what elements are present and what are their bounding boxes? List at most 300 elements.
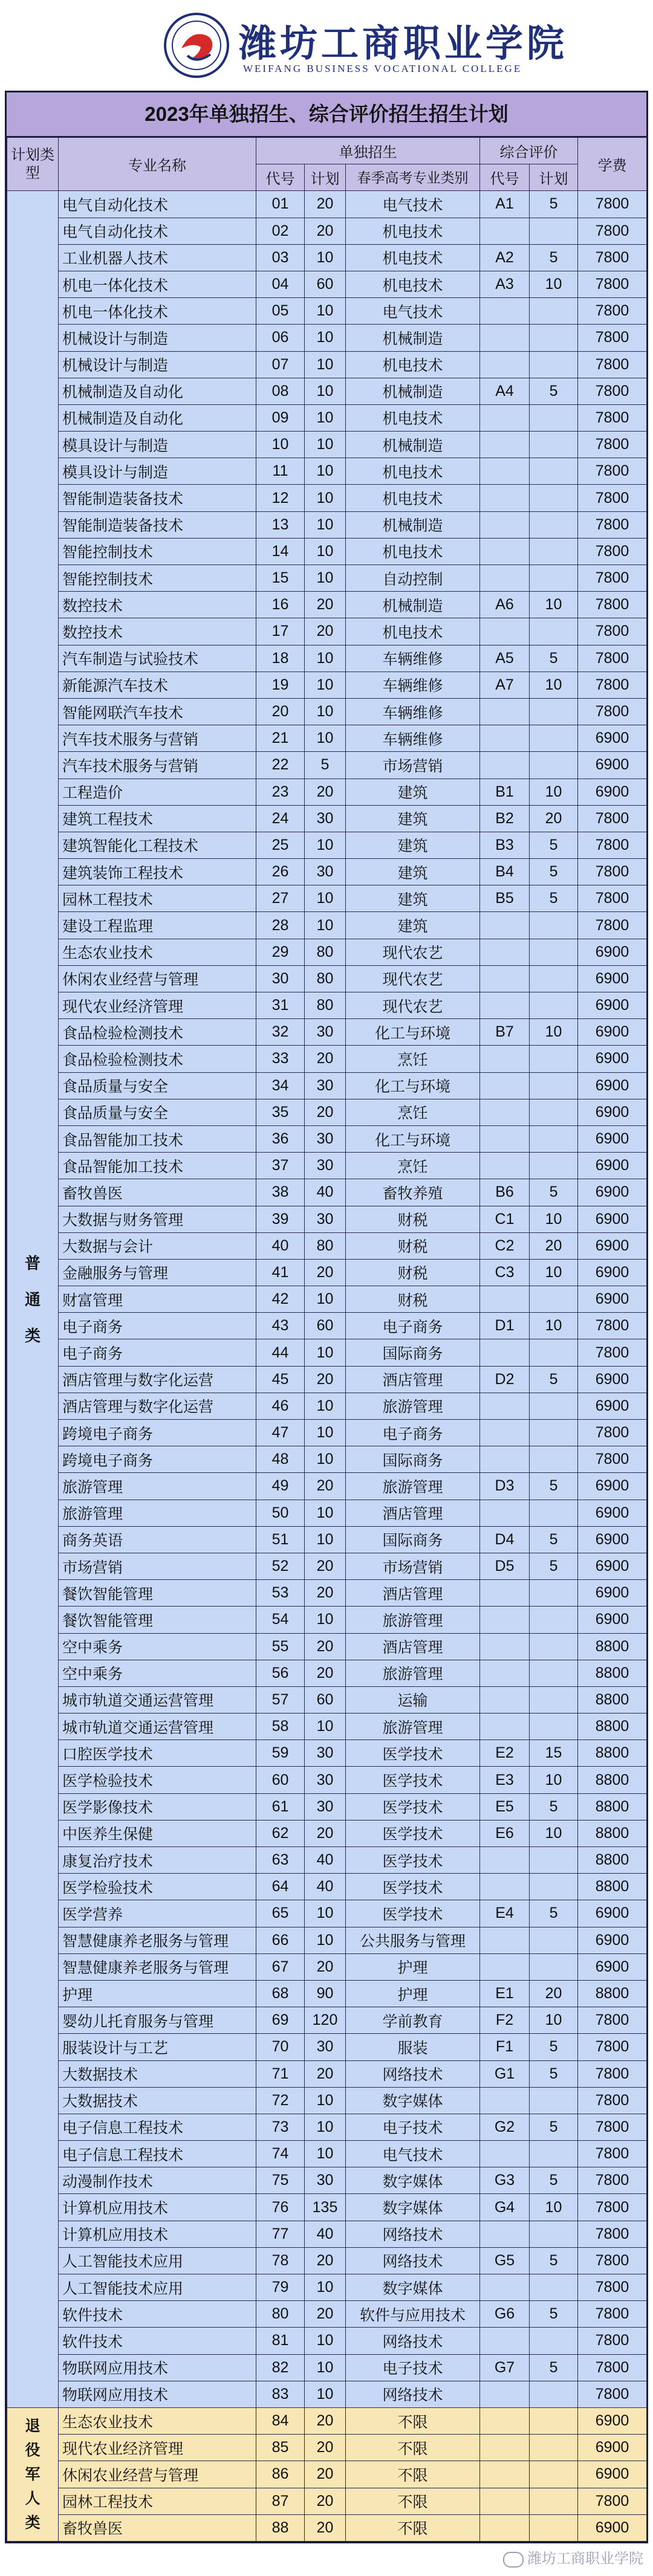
table-row	[7, 511, 647, 538]
comp-plan-cell	[530, 1927, 578, 1953]
code-cell: 28	[256, 912, 305, 939]
comp-plan-cell: 5	[530, 1473, 578, 1500]
table-row	[7, 1232, 647, 1259]
tuition-cell: 6900	[578, 1179, 647, 1206]
tuition-cell: 7800	[578, 378, 647, 404]
major-name-cell: 人工智能技术应用	[59, 2247, 256, 2274]
table-row	[7, 912, 647, 939]
plan-cell: 20	[305, 2461, 346, 2488]
comp-plan-cell: 5	[530, 244, 578, 271]
table-row	[7, 325, 647, 351]
plan-cell: 10	[305, 912, 346, 939]
spring-category-cell: 车辆维修	[346, 698, 480, 725]
plan-cell: 10	[305, 458, 346, 485]
plan-cell: 20	[305, 1820, 346, 1846]
comp-code-cell: D3	[480, 1473, 530, 1500]
code-cell: 24	[256, 805, 305, 832]
comp-plan-cell	[530, 458, 578, 485]
code-cell: 17	[256, 618, 305, 645]
major-name-cell: 机电一体化技术	[59, 298, 256, 325]
col-comprehensive: 综合评价	[480, 138, 578, 164]
school-name-en: WEIFANG BUSINESS VOCATIONAL COLLEGE	[243, 63, 522, 74]
spring-category-cell: 机电技术	[346, 271, 480, 297]
spring-category-cell: 化工与环境	[346, 1125, 480, 1152]
table-row	[7, 1953, 647, 1980]
comp-plan-cell	[530, 752, 578, 778]
code-cell: 61	[256, 1793, 305, 1820]
tuition-cell: 6900	[578, 1206, 647, 1232]
comp-code-cell	[480, 1660, 530, 1686]
table-row	[7, 645, 647, 672]
major-name-cell: 电气自动化技术	[59, 218, 256, 244]
code-cell: 83	[256, 2381, 305, 2407]
tuition-cell: 8800	[578, 1767, 647, 1793]
spring-category-cell: 机械制造	[346, 511, 480, 538]
major-name-cell: 护理	[59, 1980, 256, 2007]
table-row	[7, 2007, 647, 2034]
table-row	[7, 2087, 647, 2114]
plan-cell: 20	[305, 1953, 346, 1980]
tuition-cell: 6900	[578, 1125, 647, 1152]
tuition-cell: 7800	[578, 271, 647, 297]
comp-code-cell	[480, 1686, 530, 1713]
comp-plan-cell	[530, 1099, 578, 1125]
comp-code-cell: D1	[480, 1313, 530, 1339]
major-name-cell: 软件技术	[59, 2328, 256, 2354]
major-name-cell: 大数据与财务管理	[59, 1206, 256, 1232]
code-cell: 72	[256, 2087, 305, 2114]
plan-cell: 10	[305, 1927, 346, 1953]
code-cell: 67	[256, 1953, 305, 1980]
table-row	[7, 378, 647, 404]
comp-plan-cell: 20	[530, 805, 578, 832]
comp-code-cell	[480, 939, 530, 965]
comp-code-cell	[480, 992, 530, 1019]
comp-plan-cell	[530, 2328, 578, 2354]
code-cell: 55	[256, 1633, 305, 1660]
tuition-cell: 7800	[578, 2060, 647, 2087]
table-row	[7, 1046, 647, 1072]
comp-code-cell	[480, 965, 530, 992]
code-cell: 62	[256, 1820, 305, 1846]
tuition-cell: 7800	[578, 592, 647, 618]
table-row	[7, 1714, 647, 1740]
comp-plan-cell	[530, 1153, 578, 1179]
comp-code-cell: G4	[480, 2194, 530, 2221]
comp-code-cell	[480, 511, 530, 538]
major-name-cell: 机械设计与制造	[59, 325, 256, 351]
major-name-cell: 园林工程技术	[59, 2488, 256, 2514]
plan-cell: 10	[305, 2354, 346, 2381]
major-name-cell: 建筑工程技术	[59, 805, 256, 832]
col-comp-plan: 计划	[530, 164, 578, 191]
tuition-cell: 7800	[578, 885, 647, 912]
tuition-cell: 7800	[578, 432, 647, 458]
comp-code-cell: G3	[480, 2167, 530, 2194]
comp-plan-cell	[530, 1953, 578, 1980]
major-name-cell: 畜牧兽医	[59, 1179, 256, 1206]
comp-code-cell: G2	[480, 2114, 530, 2140]
code-cell: 22	[256, 752, 305, 778]
major-name-cell: 休闲农业经营与管理	[59, 965, 256, 992]
comp-code-cell	[480, 725, 530, 752]
major-name-cell: 生态农业技术	[59, 939, 256, 965]
code-cell: 69	[256, 2007, 305, 2034]
comp-code-cell	[480, 2381, 530, 2407]
code-cell: 01	[256, 191, 305, 218]
comp-code-cell: G7	[480, 2354, 530, 2381]
comp-plan-cell	[530, 1125, 578, 1152]
plan-cell: 10	[305, 1900, 346, 1927]
plan-cell: 20	[305, 778, 346, 805]
table-row	[7, 2488, 647, 2514]
plan-cell: 20	[305, 618, 346, 645]
plan-cell: 20	[305, 2435, 346, 2461]
code-cell: 63	[256, 1847, 305, 1874]
plan-cell: 20	[305, 1580, 346, 1607]
comp-plan-cell: 5	[530, 645, 578, 672]
table-row	[7, 2461, 647, 2488]
comp-code-cell	[480, 1874, 530, 1900]
major-name-cell: 金融服务与管理	[59, 1259, 256, 1286]
spring-category-cell: 化工与环境	[346, 1072, 480, 1099]
plan-cell: 10	[305, 885, 346, 912]
spring-category-cell: 烹饪	[346, 1046, 480, 1072]
major-name-cell: 智能制造装备技术	[59, 485, 256, 511]
tuition-cell: 7800	[578, 218, 647, 244]
spring-category-cell: 运输	[346, 1686, 480, 1713]
table-row	[7, 1259, 647, 1286]
code-cell: 52	[256, 1553, 305, 1579]
major-name-cell: 商务英语	[59, 1526, 256, 1553]
comp-plan-cell	[530, 1607, 578, 1633]
plan-cell: 60	[305, 271, 346, 297]
code-cell: 49	[256, 1473, 305, 1500]
code-cell: 65	[256, 1900, 305, 1927]
spring-category-cell: 国际商务	[346, 1339, 480, 1366]
plan-cell: 135	[305, 2194, 346, 2221]
major-name-cell: 园林工程技术	[59, 885, 256, 912]
table-row	[7, 1286, 647, 1313]
tuition-cell: 6900	[578, 1526, 647, 1553]
comp-plan-cell: 5	[530, 378, 578, 404]
enrollment-plan-table	[5, 91, 648, 2543]
code-cell: 27	[256, 885, 305, 912]
comp-code-cell	[480, 698, 530, 725]
plan-cell: 20	[305, 218, 346, 244]
plan-cell: 30	[305, 2167, 346, 2194]
code-cell: 50	[256, 1500, 305, 1526]
major-name-cell: 食品质量与安全	[59, 1099, 256, 1125]
major-name-cell: 医学营养	[59, 1900, 256, 1927]
comp-plan-cell: 5	[530, 2034, 578, 2060]
comp-plan-cell	[530, 404, 578, 431]
tuition-cell: 7800	[578, 618, 647, 645]
comp-code-cell: D4	[480, 1526, 530, 1553]
plan-cell: 30	[305, 859, 346, 885]
spring-category-cell: 数字媒体	[346, 2087, 480, 2114]
tuition-cell: 6900	[578, 1366, 647, 1393]
comp-plan-cell: 5	[530, 1366, 578, 1393]
plan-cell: 20	[305, 1473, 346, 1500]
code-cell: 79	[256, 2274, 305, 2301]
plan-cell: 10	[305, 672, 346, 698]
spring-category-cell: 畜牧养殖	[346, 1179, 480, 1206]
spring-category-cell: 酒店管理	[346, 1366, 480, 1393]
code-cell: 07	[256, 351, 305, 378]
major-name-cell: 机械设计与制造	[59, 351, 256, 378]
col-major: 专业名称	[59, 138, 256, 191]
plan-cell: 10	[305, 1714, 346, 1740]
comp-plan-cell: 5	[530, 2114, 578, 2140]
major-name-cell: 模具设计与制造	[59, 458, 256, 485]
school-name: 潍坊工商职业学院	[239, 21, 568, 65]
code-cell: 38	[256, 1179, 305, 1206]
comp-code-cell	[480, 912, 530, 939]
table-row	[7, 2194, 647, 2221]
major-name-cell: 智能控制技术	[59, 538, 256, 565]
tuition-cell: 7800	[578, 458, 647, 485]
spring-category-cell: 电子商务	[346, 1313, 480, 1339]
spring-category-cell: 化工与环境	[346, 1019, 480, 1046]
major-name-cell: 电子信息工程技术	[59, 2114, 256, 2140]
major-name-cell: 数控技术	[59, 618, 256, 645]
table-row	[7, 191, 647, 218]
table-row	[7, 1607, 647, 1633]
major-name-cell: 汽车技术服务与营销	[59, 752, 256, 778]
spring-category-cell: 电气技术	[346, 298, 480, 325]
spring-category-cell: 不限	[346, 2407, 480, 2434]
code-cell: 74	[256, 2141, 305, 2167]
major-name-cell: 新能源汽车技术	[59, 672, 256, 698]
code-cell: 25	[256, 832, 305, 858]
comp-code-cell	[480, 1607, 530, 1633]
comp-code-cell	[480, 1339, 530, 1366]
table-row	[7, 2274, 647, 2301]
plan-type-cell: 普通类	[7, 191, 59, 2408]
code-cell: 15	[256, 565, 305, 592]
table-row	[7, 1500, 647, 1526]
comp-plan-cell: 10	[530, 271, 578, 297]
major-name-cell: 旅游管理	[59, 1500, 256, 1526]
comp-code-cell: D5	[480, 1553, 530, 1579]
tuition-cell: 8800	[578, 1820, 647, 1846]
major-name-cell: 空中乘务	[59, 1633, 256, 1660]
spring-category-cell: 现代农艺	[346, 965, 480, 992]
comp-plan-cell: 5	[530, 1900, 578, 1927]
code-cell: 64	[256, 1874, 305, 1900]
table-row	[7, 885, 647, 912]
tuition-cell: 7800	[578, 485, 647, 511]
table-row	[7, 618, 647, 645]
plan-cell: 60	[305, 1686, 346, 1713]
tuition-cell: 8800	[578, 1740, 647, 1767]
plan-cell: 10	[305, 2141, 346, 2167]
code-cell: 46	[256, 1393, 305, 1419]
table-row	[7, 2381, 647, 2407]
plan-cell: 10	[305, 725, 346, 752]
comp-code-cell: C2	[480, 1232, 530, 1259]
code-cell: 19	[256, 672, 305, 698]
table-row	[7, 2221, 647, 2247]
code-cell: 31	[256, 992, 305, 1019]
tuition-cell: 7800	[578, 2274, 647, 2301]
plan-cell: 120	[305, 2007, 346, 2034]
plan-cell: 10	[305, 2114, 346, 2140]
comp-code-cell: A6	[480, 592, 530, 618]
tuition-cell: 8800	[578, 1980, 647, 2007]
tuition-cell: 6900	[578, 1099, 647, 1125]
comp-plan-cell	[530, 2221, 578, 2247]
comp-plan-cell	[530, 432, 578, 458]
comp-code-cell: F2	[480, 2007, 530, 2034]
comp-code-cell	[480, 1847, 530, 1874]
tuition-cell: 6900	[578, 1153, 647, 1179]
comp-plan-cell	[530, 965, 578, 992]
comp-code-cell: A5	[480, 645, 530, 672]
plan-cell: 20	[305, 1366, 346, 1393]
tuition-cell: 7800	[578, 1339, 647, 1366]
plan-cell: 30	[305, 1793, 346, 1820]
spring-category-cell: 软件与应用技术	[346, 2301, 480, 2328]
comp-code-cell: E2	[480, 1740, 530, 1767]
page-header	[0, 0, 653, 89]
spring-category-cell: 机电技术	[346, 618, 480, 645]
tuition-cell: 6900	[578, 778, 647, 805]
tuition-cell: 6900	[578, 1046, 647, 1072]
comp-code-cell	[480, 2087, 530, 2114]
major-name-cell: 建筑智能化工程技术	[59, 832, 256, 858]
general-rows	[7, 191, 647, 2408]
tuition-cell: 6900	[578, 1019, 647, 1046]
plan-cell: 40	[305, 1179, 346, 1206]
comp-plan-cell	[530, 2461, 578, 2488]
comp-plan-cell	[530, 538, 578, 565]
comp-plan-cell	[530, 1339, 578, 1366]
comp-code-cell	[480, 538, 530, 565]
comp-code-cell: A3	[480, 271, 530, 297]
comp-plan-cell: 10	[530, 2007, 578, 2034]
col-tuition: 学费	[578, 138, 647, 191]
table-row	[7, 218, 647, 244]
plan-cell: 90	[305, 1980, 346, 2007]
comp-plan-cell	[530, 1580, 578, 1607]
comp-code-cell: A4	[480, 378, 530, 404]
code-cell: 82	[256, 2354, 305, 2381]
spring-category-cell: 学前教育	[346, 2007, 480, 2034]
comp-code-cell	[480, 458, 530, 485]
tuition-cell: 7800	[578, 404, 647, 431]
comp-code-cell: B3	[480, 832, 530, 858]
comp-plan-cell	[530, 1072, 578, 1099]
comp-plan-cell	[530, 351, 578, 378]
tuition-cell: 8800	[578, 1660, 647, 1686]
code-cell: 39	[256, 1206, 305, 1232]
major-name-cell: 智慧健康养老服务与管理	[59, 1927, 256, 1953]
plan-cell: 10	[305, 645, 346, 672]
comp-code-cell: B2	[480, 805, 530, 832]
comp-plan-cell: 10	[530, 1259, 578, 1286]
spring-category-cell: 旅游管理	[346, 1607, 480, 1633]
comp-code-cell	[480, 351, 530, 378]
comp-plan-cell	[530, 725, 578, 752]
plan-cell: 10	[305, 1286, 346, 1313]
spring-category-cell: 旅游管理	[346, 1660, 480, 1686]
table-row	[7, 2328, 647, 2354]
major-name-cell: 市场营销	[59, 1553, 256, 1579]
plan-cell: 60	[305, 1313, 346, 1339]
table-row	[7, 1927, 647, 1953]
spring-category-cell: 机电技术	[346, 404, 480, 431]
major-name-cell: 电子商务	[59, 1313, 256, 1339]
code-cell: 71	[256, 2060, 305, 2087]
table-row	[7, 1686, 647, 1713]
plan-cell: 30	[305, 1153, 346, 1179]
spring-category-cell: 国际商务	[346, 1526, 480, 1553]
table-row	[7, 1313, 647, 1339]
comp-code-cell: E1	[480, 1980, 530, 2007]
comp-code-cell	[480, 485, 530, 511]
major-name-cell: 康复治疗技术	[59, 1847, 256, 1874]
spring-category-cell: 护理	[346, 1953, 480, 1980]
comp-code-cell: E3	[480, 1767, 530, 1793]
major-name-cell: 食品检验检测技术	[59, 1019, 256, 1046]
spring-category-cell: 不限	[346, 2435, 480, 2461]
comp-code-cell	[480, 2461, 530, 2488]
tuition-cell: 8800	[578, 1633, 647, 1660]
major-name-cell: 软件技术	[59, 2301, 256, 2328]
comp-code-cell	[480, 1633, 530, 1660]
spring-category-cell: 医学技术	[346, 1874, 480, 1900]
comp-code-cell: E4	[480, 1900, 530, 1927]
tuition-cell: 6900	[578, 725, 647, 752]
code-cell: 40	[256, 1232, 305, 1259]
table-row	[7, 1179, 647, 1206]
col-comp-code: 代号	[480, 164, 530, 191]
plan-cell: 10	[305, 538, 346, 565]
code-cell: 76	[256, 2194, 305, 2221]
comp-code-cell	[480, 2488, 530, 2514]
spring-category-cell: 网络技术	[346, 2221, 480, 2247]
spring-category-cell: 旅游管理	[346, 1473, 480, 1500]
table-row	[7, 458, 647, 485]
major-name-cell: 大数据技术	[59, 2060, 256, 2087]
tuition-cell: 6900	[578, 1232, 647, 1259]
tuition-cell: 7800	[578, 244, 647, 271]
table-row	[7, 1874, 647, 1900]
code-cell: 32	[256, 1019, 305, 1046]
table-row	[7, 725, 647, 752]
comp-plan-cell	[530, 1446, 578, 1473]
comp-plan-cell	[530, 1714, 578, 1740]
comp-code-cell: F1	[480, 2034, 530, 2060]
tuition-cell: 6900	[578, 1553, 647, 1579]
comp-plan-cell	[530, 218, 578, 244]
tuition-cell: 7800	[578, 2007, 647, 2034]
plan-cell: 30	[305, 1019, 346, 1046]
plan-cell: 10	[305, 1393, 346, 1419]
major-name-cell: 城市轨道交通运营管理	[59, 1686, 256, 1713]
table-row	[7, 2407, 647, 2434]
table-row	[7, 992, 647, 1019]
table-row	[7, 805, 647, 832]
major-name-cell: 酒店管理与数字化运营	[59, 1393, 256, 1419]
major-name-cell: 人工智能技术应用	[59, 2274, 256, 2301]
tuition-cell: 8800	[578, 1874, 647, 1900]
spring-category-cell: 电子技术	[346, 2354, 480, 2381]
code-cell: 10	[256, 432, 305, 458]
comp-code-cell	[480, 1953, 530, 1980]
